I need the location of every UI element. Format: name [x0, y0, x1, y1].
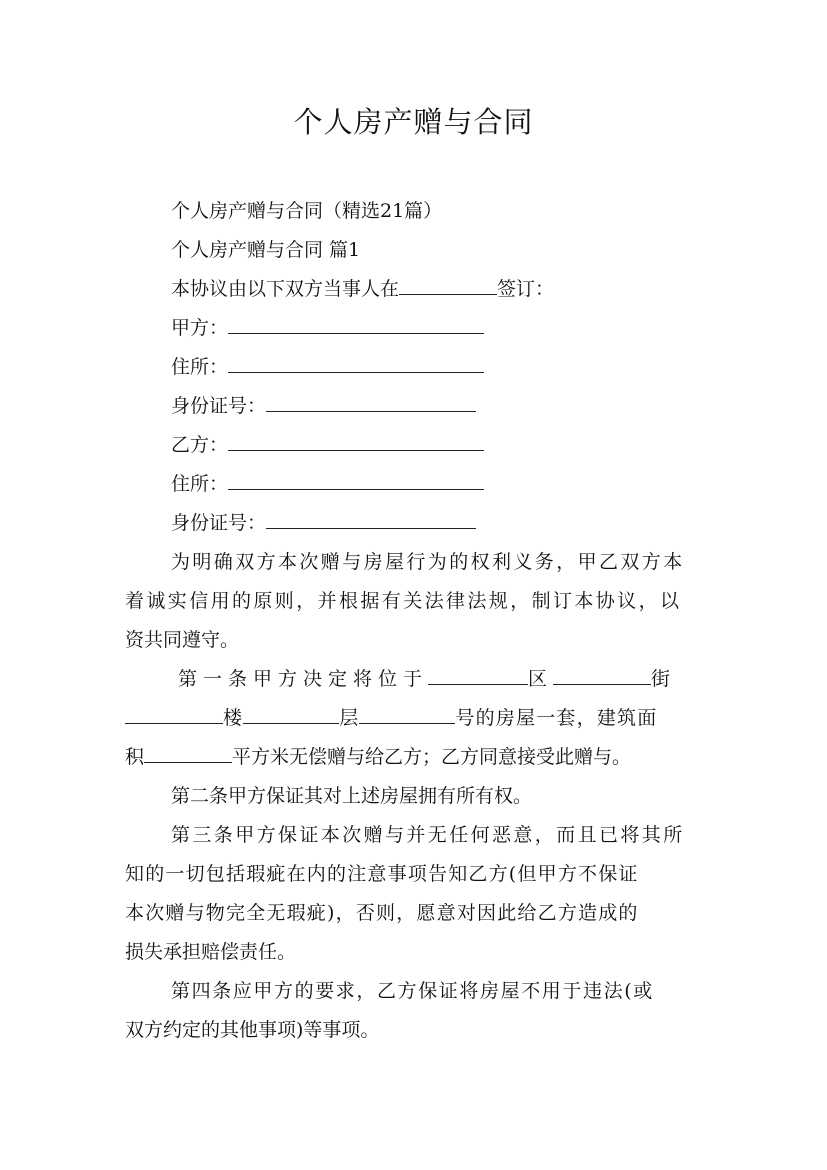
address-blank-2[interactable]: [228, 469, 484, 490]
party-b-blank[interactable]: [228, 430, 484, 451]
article-1-text-c: 街: [651, 668, 677, 690]
area-blank[interactable]: [144, 742, 232, 763]
purpose-line-2: 着诚实信用的原则，并根据有关法律法规，制订本协议，以: [125, 590, 682, 612]
article-1-text-g: 积: [125, 746, 145, 768]
article-1-text-b: 区: [528, 668, 554, 690]
room-number-blank[interactable]: [359, 703, 455, 724]
chapter-heading: 个人房产赠与合同 篇1: [171, 239, 361, 261]
article-3-line-3: 本次赠与物完全无瑕疵)，否则，愿意对因此给乙方造成的: [125, 902, 639, 924]
building-blank[interactable]: [125, 703, 223, 724]
district-blank[interactable]: [428, 664, 528, 685]
address-label-2: 住所：: [171, 473, 229, 495]
intro-text: 本协议由以下双方当事人在: [171, 278, 400, 300]
id-line-1: [171, 391, 771, 421]
id-blank-1[interactable]: [266, 391, 476, 412]
id-blank-2[interactable]: [266, 508, 476, 529]
article-2: 第二条甲方保证其对上述房屋拥有所有权。: [171, 785, 533, 807]
street-blank[interactable]: [553, 664, 651, 685]
floor-blank[interactable]: [243, 703, 339, 724]
address-label-1: 住所：: [171, 356, 229, 378]
id-label-1: 身份证号：: [171, 395, 267, 417]
party-b-label: 乙方：: [171, 434, 229, 456]
article-3-line-4: 损失承担赔偿责任。: [125, 941, 297, 963]
article-1-text-h: 平方米无偿赠与给乙方；乙方同意接受此赠与。: [232, 746, 632, 768]
article-1-line-1: [178, 664, 778, 694]
intro-line: [171, 274, 771, 304]
id-line-2: [171, 508, 771, 538]
article-1-text-a: 第一条甲方决定将位于: [178, 668, 429, 690]
party-a-blank[interactable]: [228, 313, 484, 334]
article-3-line-2: 知的一切包括瑕疵在内的注意事项告知乙方(但甲方不保证: [125, 863, 639, 885]
article-1-line-3: [125, 742, 725, 772]
party-a-label: 甲方：: [171, 317, 229, 339]
article-1-text-e: 层: [339, 707, 360, 729]
subtitle: 个人房产赠与合同（精选21篇）: [171, 200, 443, 222]
article-1-text-d: 楼: [223, 707, 244, 729]
article-4-line-1: 第四条应甲方的要求，乙方保证将房屋不用于违法(或: [171, 980, 654, 1002]
address-line-2: [171, 469, 771, 499]
article-3-line-1: 第三条甲方保证本次赠与并无任何恶意，而且已将其所: [171, 824, 685, 846]
purpose-line-3: 资共同遵守。: [125, 629, 240, 651]
party-b-line: [171, 430, 771, 460]
article-1-line-2: [125, 703, 725, 733]
article-4-line-2: 双方约定的其他事项)等事项。: [125, 1019, 380, 1041]
address-line-1: [171, 352, 771, 382]
address-blank-1[interactable]: [228, 352, 484, 373]
document-title: 个人房产赠与合同: [293, 105, 534, 139]
signing-place-blank[interactable]: [399, 274, 497, 295]
article-1-text-f: 号的房屋一套，建筑面: [455, 707, 658, 729]
id-label-2: 身份证号：: [171, 512, 267, 534]
party-a-line: [171, 313, 771, 343]
purpose-line-1: 为明确双方本次赠与房屋行为的权利义务，甲乙双方本: [171, 551, 685, 573]
intro-text-end: 签订：: [497, 278, 555, 300]
